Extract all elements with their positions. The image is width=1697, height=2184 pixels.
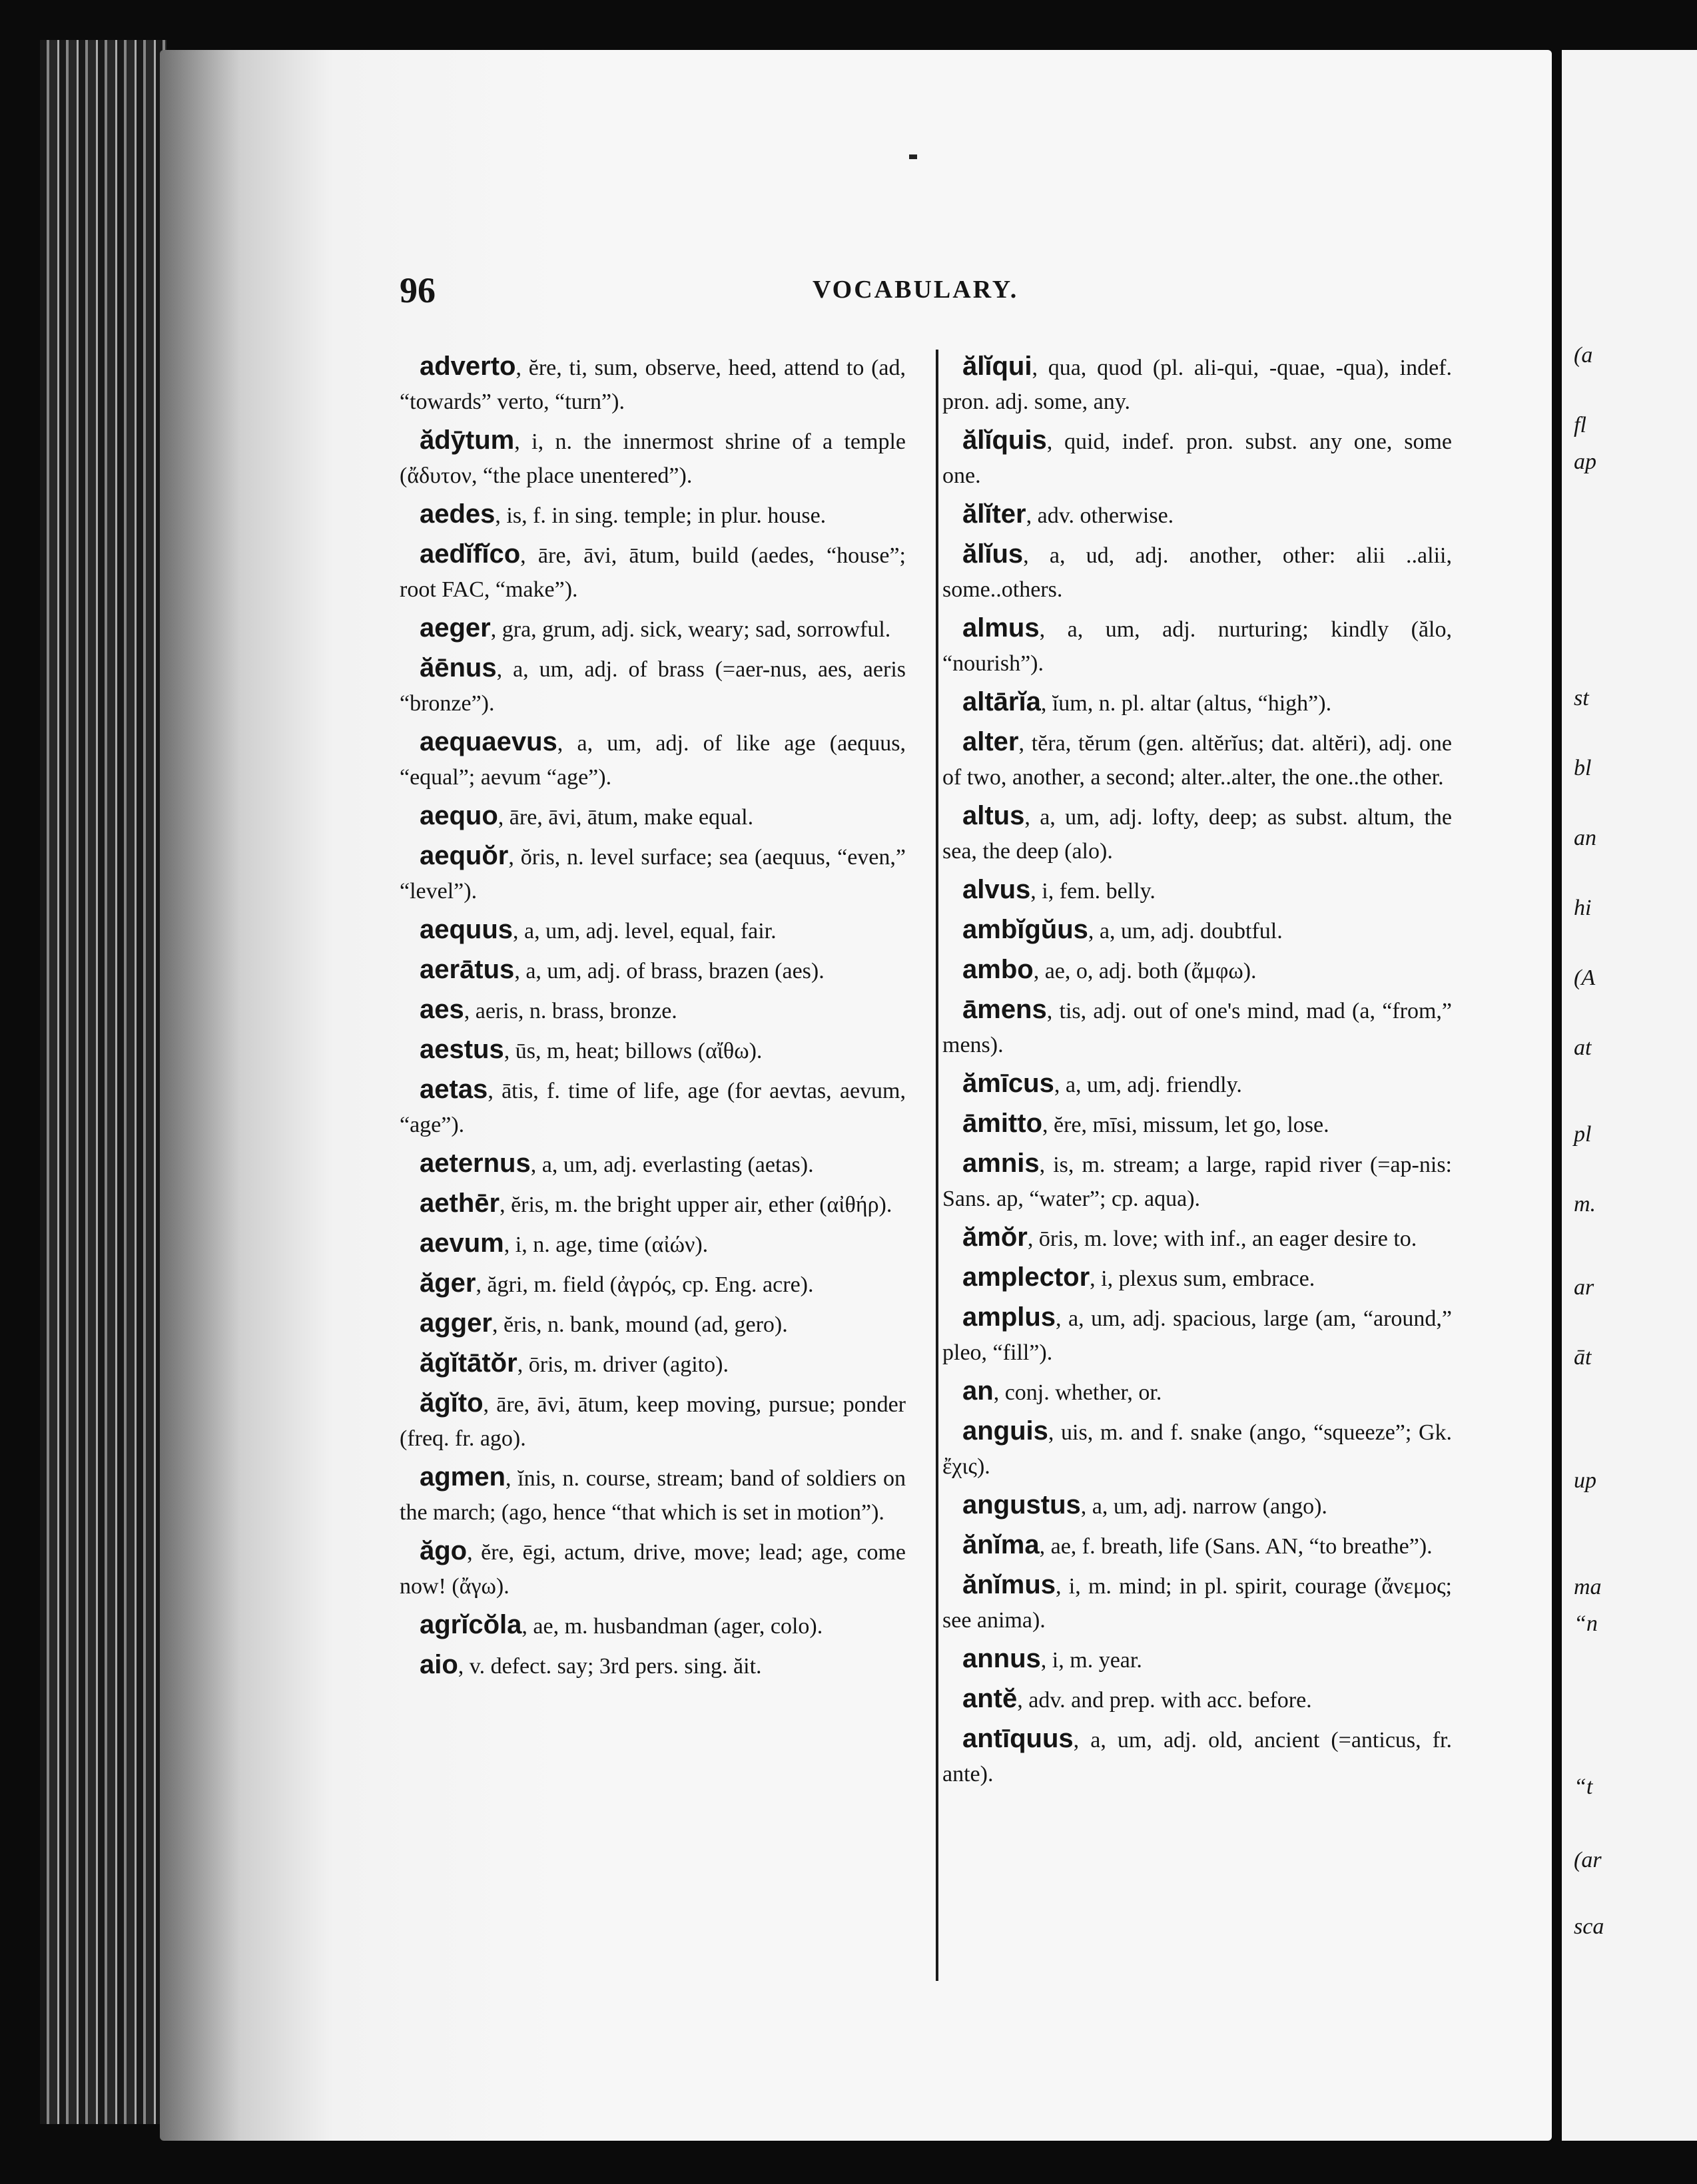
vocabulary-entry (942, 1374, 1452, 1410)
entry-headword: aio (420, 1650, 458, 1679)
entry-headword: amplector (962, 1262, 1090, 1292)
entry-headword: ălĭqui (962, 352, 1032, 381)
entry-definition: , ae, o, adj. both (ἄμφω). (1033, 959, 1257, 983)
entry-definition: , a, um, adj. nurturing; kindly (ălo, “nourish”). (942, 617, 1452, 676)
entry-headword: ălĭter (962, 499, 1026, 529)
entry-headword: aedĭfĭco (420, 539, 521, 569)
entry-definition: , qua, quod (pl. ali-qui, -quae, -qua), indef. pron. adj. some, any. (942, 356, 1452, 414)
entry-headword: ăgo (420, 1536, 468, 1565)
facing-page-edge (1562, 50, 1697, 2141)
vocabulary-entry (942, 1221, 1452, 1256)
facing-page-fragment: at (1574, 1035, 1592, 1060)
entry-definition: , uis, m. and f. snake (ango, “squeeze”; Gk. ἔχις). (942, 1420, 1452, 1479)
vocabulary-entry (942, 1414, 1452, 1484)
entry-headword: aestus (420, 1035, 504, 1064)
entry-headword: ăgĭto (420, 1388, 484, 1418)
left-column (400, 350, 906, 1688)
entry-definition: , tĕra, tĕrum (gen. altĕrĭus; dat. altĕri), adj. one of two, another, a second; alter..alter, the one..the other. (942, 731, 1452, 790)
entry-headword: ănĭmus (962, 1570, 1056, 1599)
vocabulary-entry (400, 1266, 906, 1302)
entry-definition: , a, um, adj. doubtful. (1088, 919, 1283, 944)
entry-headword: ambo (962, 955, 1034, 984)
entry-definition: , a, um, adj. of brass (=aer-nus, aes, aeris “bronze”). (400, 657, 906, 716)
entry-headword: ălĭquis (962, 425, 1047, 455)
facing-page-fragment: (a (1574, 343, 1593, 368)
entry-definition: , ĕre, ti, sum, observe, heed, attend to (ad, “towards” verto, “turn”). (400, 356, 906, 414)
entry-definition: , quid, indef. pron. subst. any one, some one. (942, 429, 1452, 488)
vocabulary-entry (942, 1528, 1452, 1563)
entry-definition: , a, um, adj. old, ancient (=anticus, fr. ante). (942, 1728, 1452, 1786)
right-column (942, 350, 1452, 1796)
vocabulary-entry (400, 993, 906, 1028)
vocabulary-entry (400, 913, 906, 948)
vocabulary-entry (400, 1147, 906, 1182)
vocabulary-entry (400, 1648, 906, 1683)
book-binding (40, 40, 167, 2124)
facing-page-fragment: “n (1574, 1611, 1598, 1636)
entry-definition: , āre, āvi, ātum, make equal. (498, 805, 754, 830)
facing-page-fragment: (A (1574, 965, 1596, 990)
vocabulary-entry (400, 1306, 906, 1342)
entry-definition: , a, um, adj. everlasting (aetas). (530, 1153, 814, 1177)
vocabulary-entry (942, 953, 1452, 988)
entry-definition: , a, ud, adj. another, other: alii ..alii, some..others. (942, 543, 1452, 602)
entry-headword: aerātus (420, 955, 515, 984)
entry-definition: , gra, grum, adj. sick, weary; sad, sorrowful. (490, 617, 891, 642)
entry-headword: aeternus (420, 1149, 531, 1178)
entry-definition: , aeris, n. brass, bronze. (464, 999, 677, 1023)
entry-definition: , ŏris, n. level surface; sea (aequus, “even,” “level”). (400, 845, 906, 904)
vocabulary-entry (400, 1073, 906, 1142)
entry-headword: amnis (962, 1149, 1040, 1178)
vocabulary-entry (942, 685, 1452, 720)
entry-definition: , a, um, adj. level, equal, fair. (513, 919, 777, 944)
entry-definition: , a, um, adj. narrow (ango). (1080, 1494, 1327, 1519)
running-title: VOCABULARY. (813, 276, 1019, 304)
entry-headword: aequŏr (420, 841, 509, 870)
entry-definition: , a, um, adj. of like age (aequus, “equal”; aevum “age”). (400, 731, 906, 790)
vocabulary-entry (942, 537, 1452, 607)
entry-headword: anguis (962, 1416, 1048, 1446)
vocabulary-entry (400, 651, 906, 720)
entry-definition: , ōris, m. love; with inf., an eager desire to. (1027, 1227, 1417, 1251)
entry-definition: , ōris, m. driver (agito). (517, 1352, 729, 1377)
entry-headword: ănĭma (962, 1530, 1040, 1559)
vocabulary-entry (400, 725, 906, 794)
entry-headword: adverto (420, 352, 516, 381)
entry-definition: , i, fem. belly. (1030, 879, 1156, 904)
entry-definition: , i, m. mind; in pl. spirit, courage (ἄνεμος; see anima). (942, 1574, 1452, 1633)
entry-definition: , a, um, adj. of brass, brazen (aes). (514, 959, 825, 983)
entry-headword: annus (962, 1644, 1041, 1673)
entry-definition: , is, f. in sing. temple; in plur. house. (495, 503, 827, 528)
vocabulary-entry (942, 611, 1452, 681)
entry-definition: , ăgri, m. field (ἀγρός, cp. Eng. acre). (476, 1272, 814, 1297)
entry-headword: ădȳtum (420, 425, 515, 455)
facing-page-fragment: ar (1574, 1275, 1594, 1300)
entry-headword: aevum (420, 1228, 504, 1258)
entry-definition: , ĭum, n. pl. altar (altus, “high”). (1040, 691, 1332, 716)
entry-definition: , ĕre, ēgi, actum, drive, move; lead; age, come now! (ἄγω). (400, 1540, 906, 1599)
entry-headword: ămŏr (962, 1223, 1028, 1252)
entry-headword: ăger (420, 1268, 476, 1298)
vocabulary-entry (400, 953, 906, 988)
entry-headword: antĕ (962, 1684, 1018, 1713)
facing-page-fragment: (ar (1574, 1848, 1602, 1872)
vocabulary-entry (942, 913, 1452, 948)
entry-headword: agmen (420, 1462, 506, 1492)
page-number: 96 (400, 270, 436, 310)
vocabulary-entry (942, 350, 1452, 419)
vocabulary-entry (400, 1386, 906, 1456)
entry-headword: amplus (962, 1302, 1056, 1332)
entry-headword: antīquus (962, 1724, 1074, 1753)
entry-definition: , ĕris, n. bank, mound (ad, gero). (492, 1312, 788, 1337)
facing-page-fragment: sca (1574, 1914, 1604, 1939)
vocabulary-entry (942, 1067, 1452, 1102)
vocabulary-entry (942, 873, 1452, 908)
entry-headword: ăgĭtātŏr (420, 1348, 517, 1378)
vocabulary-entry (400, 423, 906, 493)
facing-page-fragment: m. (1574, 1192, 1596, 1217)
vocabulary-entry (942, 1147, 1452, 1216)
entry-definition: , āre, āvi, ātum, keep moving, pursue; ponder (freq. fr. ago). (400, 1392, 906, 1451)
vocabulary-entry (942, 993, 1452, 1062)
entry-definition: , tis, adj. out of one's mind, mad (a, “from,” mens). (942, 999, 1452, 1057)
vocabulary-entry (942, 1568, 1452, 1637)
entry-headword: agrĭcŏla (420, 1610, 522, 1639)
vocabulary-entry (400, 799, 906, 834)
vocabulary-entry (942, 799, 1452, 868)
facing-page-fragment: ma (1574, 1575, 1602, 1599)
entry-definition: , adv. otherwise. (1026, 503, 1174, 528)
vocabulary-entry (942, 1642, 1452, 1677)
vocabulary-entry (400, 537, 906, 607)
entry-headword: aequus (420, 915, 513, 944)
entry-definition: , v. defect. say; 3rd pers. sing. ăit. (458, 1654, 762, 1679)
vocabulary-entry (400, 839, 906, 908)
vocabulary-entry (400, 1033, 906, 1068)
facing-page-fragment: āt (1574, 1345, 1592, 1370)
entry-headword: altus (962, 801, 1025, 830)
entry-definition: , ĕris, m. the bright upper air, ether (αἰθήρ). (500, 1193, 892, 1217)
vocabulary-entry (400, 1346, 906, 1382)
facing-page-fragment: ap (1574, 449, 1596, 474)
entry-definition: , adv. and prep. with acc. before. (1017, 1688, 1312, 1713)
entry-definition: , is, m. stream; a large, rapid river (=ap-nis: Sans. ap, “water”; cp. aqua). (942, 1153, 1452, 1211)
vocabulary-entry (942, 497, 1452, 533)
entry-headword: āmitto (962, 1109, 1042, 1138)
entry-definition: , ĕre, mīsi, missum, let go, lose. (1042, 1113, 1329, 1137)
facing-page-fragment: pl (1574, 1122, 1592, 1147)
entry-headword: angustus (962, 1490, 1081, 1519)
page-header (400, 270, 1459, 316)
vocabulary-entry (400, 1460, 906, 1529)
vocabulary-entry (942, 1682, 1452, 1717)
facing-page-fragment: “t (1574, 1774, 1593, 1799)
vocabulary-entry (400, 350, 906, 419)
entry-definition: , ae, m. husbandman (ager, colo). (521, 1614, 823, 1639)
entry-headword: almus (962, 613, 1040, 643)
vocabulary-entry (400, 1608, 906, 1643)
facing-page-fragment: hi (1574, 896, 1592, 920)
entry-definition: , ūs, m, heat; billows (αἴθω). (504, 1039, 763, 1063)
entry-definition: , a, um, adj. spacious, large (am, “around,” pleo, “fill”). (942, 1306, 1452, 1365)
entry-definition: , i, plexus sum, embrace. (1090, 1266, 1315, 1291)
entry-headword: altārĭa (962, 687, 1041, 716)
vocabulary-entry (400, 1227, 906, 1262)
facing-page-fragment: st (1574, 686, 1589, 710)
entry-definition: , i, n. age, time (αἰών). (504, 1232, 709, 1257)
entry-headword: aethēr (420, 1189, 500, 1218)
vocabulary-entry (400, 1187, 906, 1222)
entry-headword: āmens (962, 995, 1047, 1024)
entry-headword: agger (420, 1308, 492, 1338)
vocabulary-entry (942, 423, 1452, 493)
facing-page-fragment: up (1574, 1468, 1596, 1493)
entry-definition: , āre, āvi, ātum, build (aedes, “house”; root FAC, “make”). (400, 543, 906, 602)
vocabulary-entry (400, 611, 906, 647)
entry-headword: aeger (420, 613, 491, 643)
vocabulary-entry (400, 1534, 906, 1603)
entry-definition: , i, n. the innermost shrine of a temple (ἄδυτον, “the place unentered”). (400, 429, 906, 488)
vocabulary-entry (942, 1488, 1452, 1523)
entry-definition: , conj. whether, or. (993, 1380, 1162, 1405)
entry-headword: alter (962, 727, 1019, 756)
entry-headword: aequo (420, 801, 498, 830)
entry-headword: aetas (420, 1075, 488, 1104)
vocabulary-entry (942, 1300, 1452, 1370)
entry-headword: aequaevus (420, 727, 557, 756)
vocabulary-entry (942, 1107, 1452, 1142)
facing-page-fragment: fl (1574, 413, 1586, 437)
facing-page-fragment: bl (1574, 756, 1592, 780)
ink-blot (909, 154, 917, 159)
column-divider (936, 350, 938, 1981)
entry-definition: , i, m. year. (1040, 1648, 1142, 1673)
entry-headword: alvus (962, 875, 1031, 904)
entry-headword: ambĭgŭus (962, 915, 1088, 944)
entry-headword: aes (420, 995, 464, 1024)
entry-definition: , a, um, adj. friendly. (1054, 1073, 1242, 1097)
entry-headword: ălĭus (962, 539, 1024, 569)
entry-headword: ămīcus (962, 1069, 1054, 1098)
vocabulary-entry (942, 1722, 1452, 1791)
vocabulary-entry (942, 725, 1452, 794)
entry-headword: an (962, 1376, 994, 1406)
entry-definition: , ĭnis, n. course, stream; band of soldiers on the march; (ago, hence “that which is set in motion”). (400, 1466, 906, 1525)
entry-headword: ăēnus (420, 653, 497, 682)
entry-definition: , ae, f. breath, life (Sans. AN, “to breathe”). (1039, 1534, 1433, 1559)
vocabulary-entry (400, 497, 906, 533)
entry-definition: , a, um, adj. lofty, deep; as subst. altum, the sea, the deep (alo). (942, 805, 1452, 864)
facing-page-fragment: an (1574, 826, 1596, 850)
entry-headword: aedes (420, 499, 496, 529)
entry-definition: , ātis, f. time of life, age (for aevtas, aevum, “age”). (400, 1079, 906, 1137)
vocabulary-entry (942, 1260, 1452, 1296)
